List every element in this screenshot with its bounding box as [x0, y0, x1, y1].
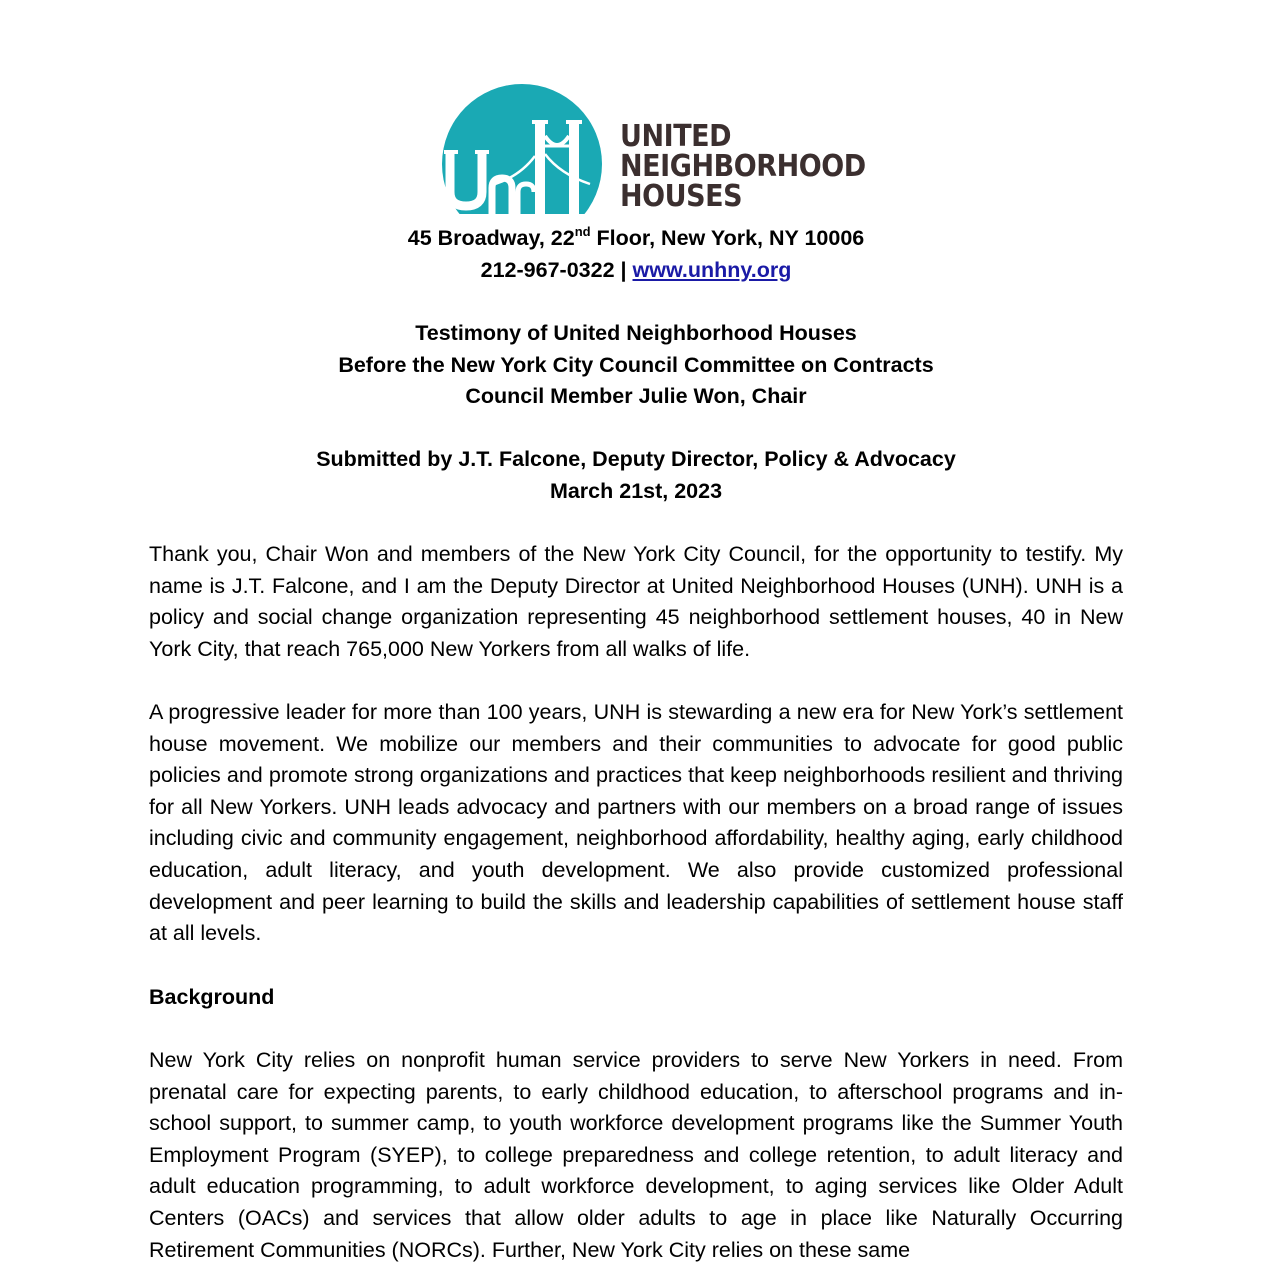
logo-word-neighborhood: NEIGHBORHOOD	[620, 149, 866, 184]
submitted-by: Submitted by J.T. Falcone, Deputy Director, Policy & Advocacy	[316, 447, 956, 471]
logo-word-united: UNITED	[620, 119, 732, 154]
website-link[interactable]: www.unhny.org	[632, 257, 792, 282]
logo-word-houses: HOUSES	[620, 179, 743, 214]
testimony-title	[149, 318, 1123, 413]
submission-date: March 21st, 2023	[549, 478, 723, 503]
address-floor-suffix: nd	[574, 224, 591, 239]
logo-wordmark	[620, 119, 866, 214]
phone-number: 212-967-0322 |	[480, 257, 633, 282]
paragraph-background: New York City relies on nonprofit human service providers to serve New Yorkers in need. From prenatal care for expecting parents, to early childhood education, to afterschool programs and in-school support, to summer camp, to youth workforce development programs like the Summer Youth Employment Program (SYEP), to college preparedness and college retention, to adult literacy and adult education programming, to adult workforce development, to aging services like Older Adult Centers (OACs) and services that allow older adults to age in place like Naturally Occurring Retirement Communities (NORCs). Further, New York City relies on these same	[149, 1048, 1123, 1262]
contact-line	[149, 255, 1123, 287]
address-street: 45 Broadway, 22	[407, 226, 575, 250]
paragraph-intro: Thank you, Chair Won and members of the New York City Council, for the opportunity to testify. My name is J.T. Falcone, and I am the Deputy Director at United Neighborhood Houses (UNH). UNH is a policy and social change organization representing 45 neighborhood settlement houses, 40 in New York City, that reach 765,000 New Yorkers from all walks of life.	[149, 542, 1123, 661]
unh-logo	[440, 84, 866, 216]
address-city: Floor, New York, NY 10006	[590, 226, 865, 250]
address-line	[149, 223, 1123, 255]
submission-info	[149, 444, 1123, 507]
address-block	[149, 223, 1123, 286]
paragraph-about-unh: A progressive leader for more than 100 years, UNH is stewarding a new era for New York’s settlement house movement. We mobilize our members and their communities to advocate for good public policies and promote strong organizations and practices that keep neighborhoods resilient and thriving for all New Yorkers. UNH leads advocacy and partners with our members on a broad range of issues including civic and community engagement, neighborhood affordability, healthy aging, early childhood education, adult literacy, and youth development. We also provide customized professional development and peer learning to build the skills and leadership capabilities of settlement house staff at all levels.	[149, 700, 1123, 946]
title-line-3: Council Member Julie Won, Chair	[465, 384, 807, 409]
title-line-2: Before the New York City Council Committee on Contracts	[338, 352, 934, 377]
section-heading-background: Background	[149, 985, 275, 1009]
title-line-1: Testimony of United Neighborhood Houses	[415, 321, 857, 345]
unh-monogram-icon	[440, 84, 610, 216]
